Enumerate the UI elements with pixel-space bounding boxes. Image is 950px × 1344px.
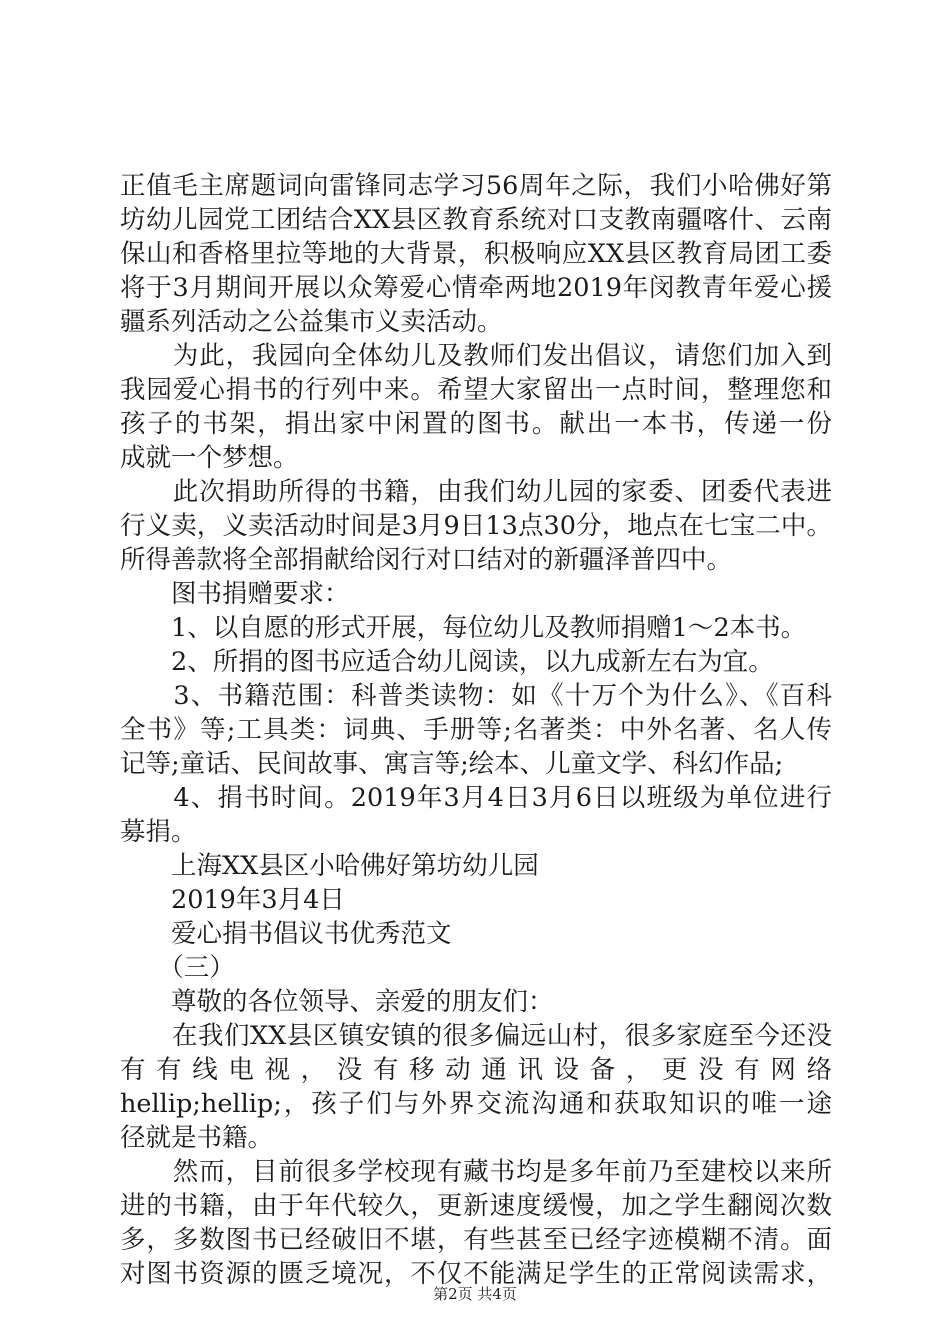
text-line: hellip;hellip;，孩子们与外界交流沟通和获取知识的唯一途 [120,1089,832,1119]
text-line: 有有线电视，没有移动通讯设备，更没有网络 [120,1055,832,1085]
text-line: 将于3月期间开展以众筹爱心情牵两地2019年闵教青年爱心援 [120,273,832,303]
text-line: 上海XX县区小哈佛好第坊幼儿园 [120,851,539,881]
text-line: 1、以自愿的形式开展，每位幼儿及教师捐赠1～2本书。 [120,613,807,643]
text-line: 所得善款将全部捐献给闵行对口结对的新疆泽普四中。 [120,545,733,575]
text-line: 2、所捐的图书应适合幼儿阅读，以九成新左右为宜。 [120,647,774,677]
text-line: 募捐。 [120,817,197,847]
text-line: 多，多数图书已经破旧不堪，有些甚至已经字迹模糊不清。面 [120,1225,832,1255]
text-line: 爱心捐书倡议书优秀范文 [120,919,452,949]
text-line: 成就一个梦想。 [120,443,299,473]
text-line: 径就是书籍。 [120,1123,274,1153]
text-line: 正值毛主席题词向雷锋同志学习56周年之际，我们小哈佛好第 [120,171,832,201]
text-line: 此次捐助所得的书籍，由我们幼儿园的家委、团委代表进 [120,477,832,507]
text-line: 3、书籍范围：科普类读物：如《十万个为什么》、《百科 [120,681,832,711]
text-line: 我园爱心捐书的行列中来。希望大家留出一点时间，整理您和 [120,375,832,405]
text-line: 坊幼儿园党工团结合XX县区教育系统对口支教南疆喀什、云南 [120,205,832,235]
text-line: 2019年3月4日 [120,885,345,915]
text-line: 尊敬的各位领导、亲爱的朋友们： [120,987,554,1017]
text-line: 4、捐书时间。2019年3月4日3月6日以班级为单位进行 [120,783,832,813]
page-footer: 第2页 共4页 [433,1285,517,1303]
text-line: 进的书籍，由于年代较久，更新速度缓慢，加之学生翻阅次数 [120,1191,832,1221]
text-line: 在我们XX县区镇安镇的很多偏远山村，很多家庭至今还没 [120,1021,832,1051]
text-line: 疆系列活动之公益集市义卖活动。 [120,307,503,337]
text-line: 全书》等;工具类：词典、手册等;名著类：中外名著、名人传 [120,715,832,745]
text-line: 保山和香格里拉等地的大背景，积极响应XX县区教育局团工委 [120,239,832,269]
text-line: 图书捐赠要求： [120,579,350,609]
text-line: 对图书资源的匮乏境况，不仅不能满足学生的正常阅读需求， [120,1259,832,1289]
text-line: 行义卖，义卖活动时间是3月9日13点30分，地点在七宝二中。 [120,511,832,541]
text-line: （三） [120,953,235,983]
text-line: 为此，我园向全体幼儿及教师们发出倡议，请您们加入到 [120,341,832,371]
text-line: 然而，目前很多学校现有藏书均是多年前乃至建校以来所 [120,1157,832,1187]
text-line: 记等;童话、民间故事、寓言等;绘本、儿童文学、科幻作品; [120,749,784,779]
text-line: 孩子的书架，捐出家中闲置的图书。献出一本书，传递一份 [120,409,832,439]
